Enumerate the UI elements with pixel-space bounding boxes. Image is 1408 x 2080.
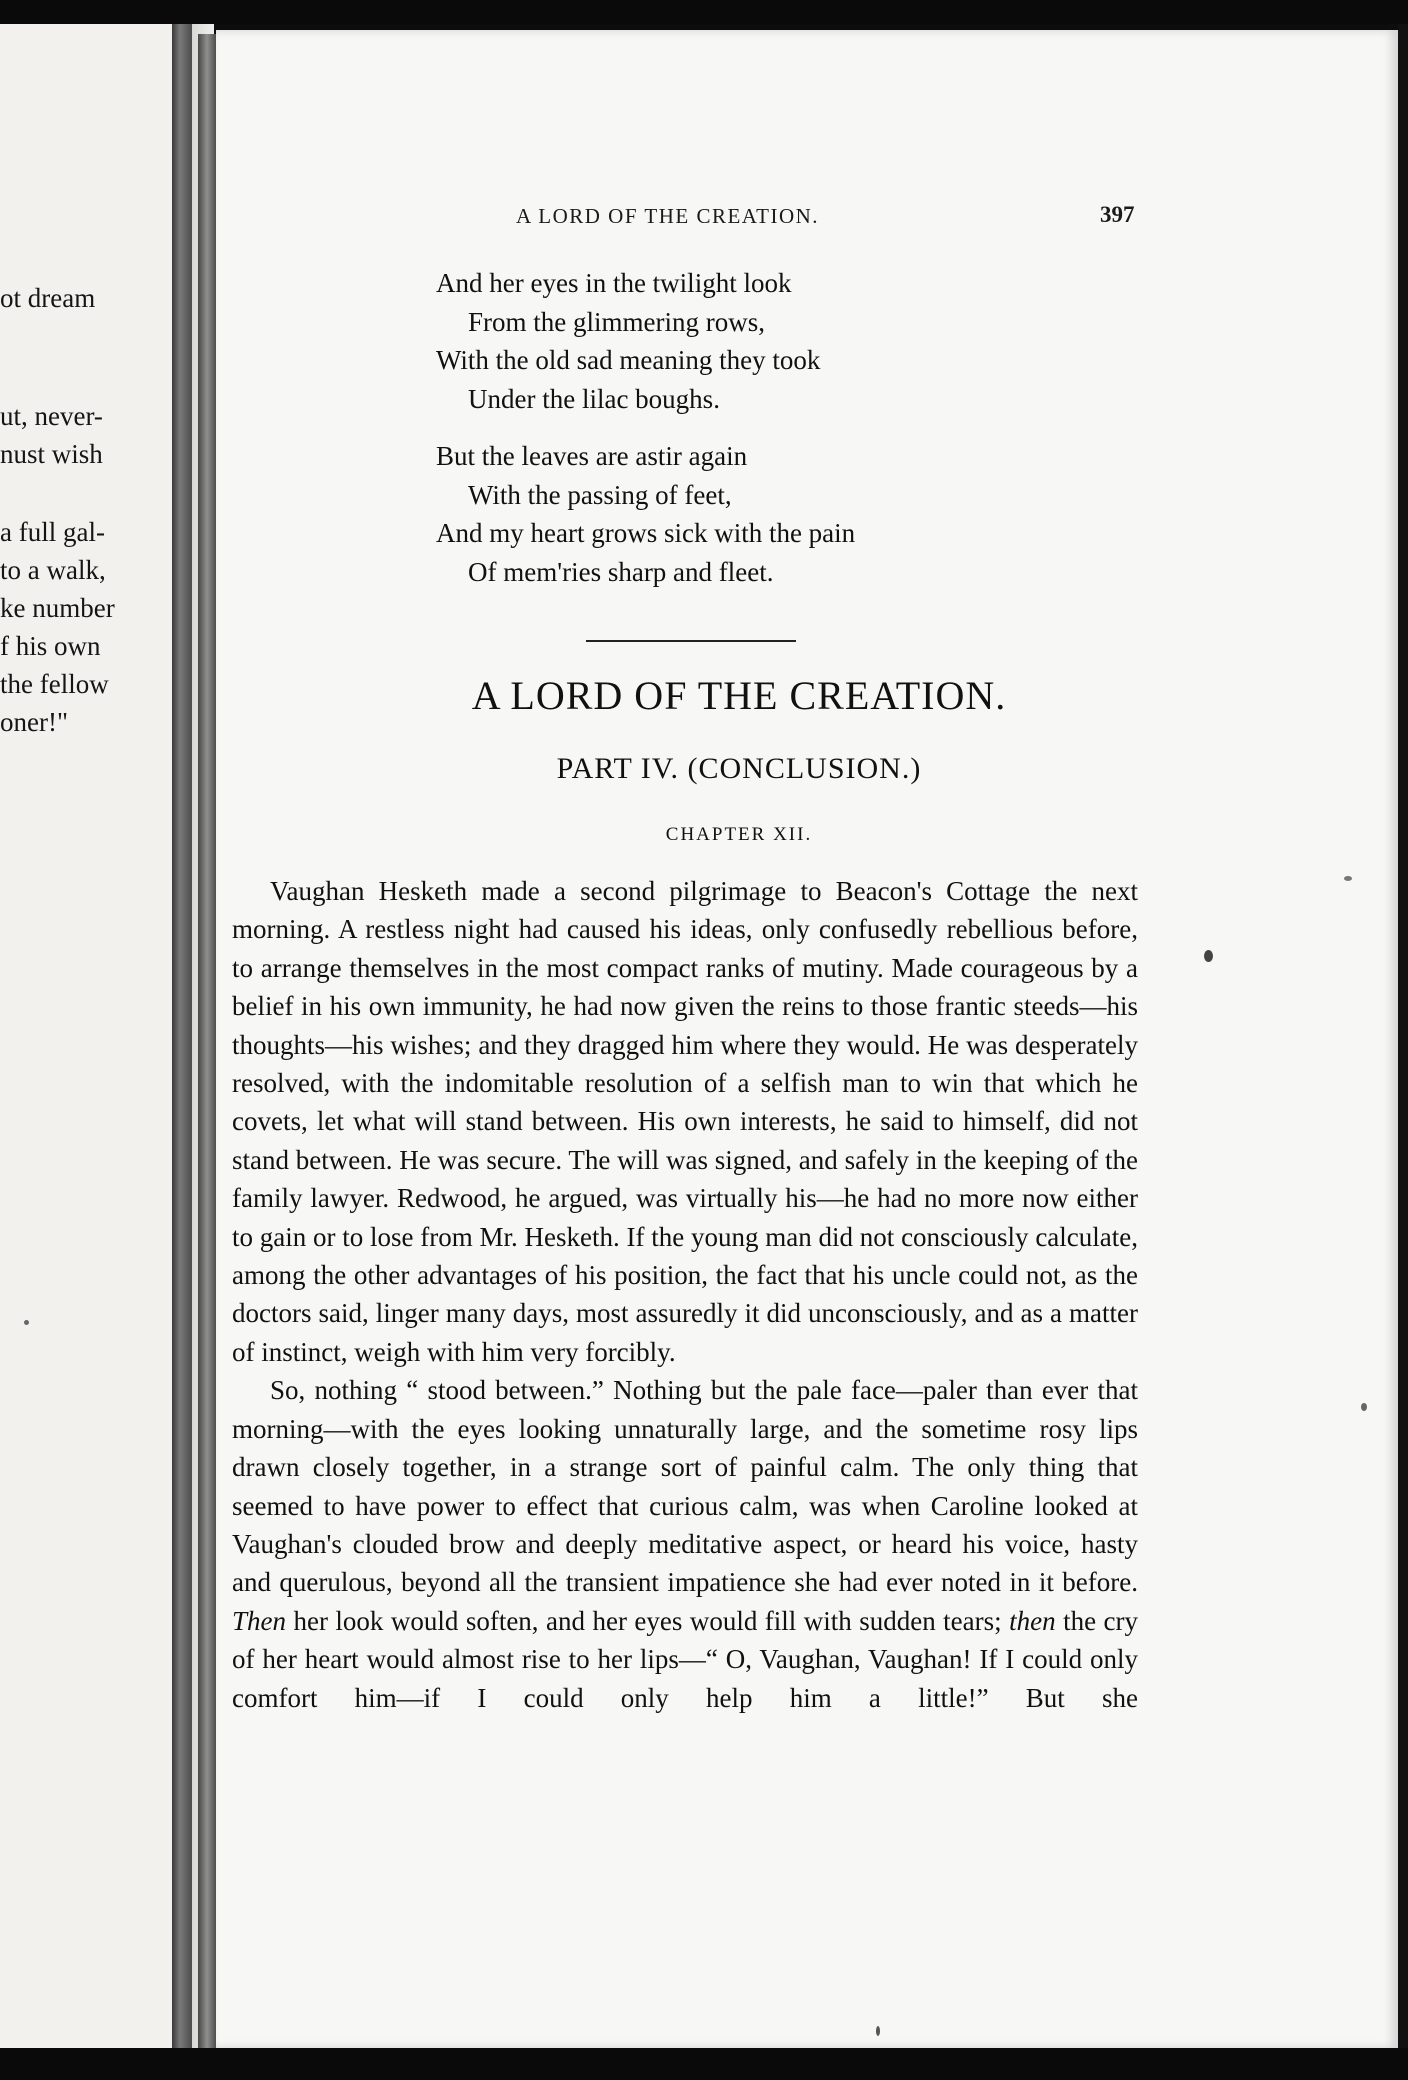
scan-border-top: [0, 0, 1408, 24]
verse-line: But the leaves are astir again: [436, 441, 748, 471]
body-text: [232, 872, 1138, 1717]
scan-border-right: [1398, 24, 1408, 2048]
stanza: [436, 437, 855, 591]
verse-line: And my heart grows sick with the pain: [436, 518, 856, 548]
verse-line: And her eyes in the twilight look: [436, 268, 792, 298]
verse-line: With the passing of feet,: [468, 479, 732, 510]
left-page-fragment: a full gal-: [0, 517, 105, 547]
page-number: 397: [1100, 202, 1135, 227]
running-header: A LORD OF THE CREATION.: [516, 204, 820, 228]
left-page-fragment: ut, never-: [0, 401, 103, 431]
left-page-fragment: nust wish: [0, 439, 103, 469]
verse-line: Under the lilac boughs.: [468, 383, 720, 414]
scan-speck: [1361, 1403, 1367, 1411]
scan-speck: [1204, 950, 1213, 962]
verse-line: From the glimmering rows,: [468, 306, 765, 337]
facing-page-left: [0, 24, 172, 2048]
poem-verse: [436, 264, 855, 610]
left-page-fragment: to a walk,: [0, 555, 106, 585]
left-page-fragment: oner!": [0, 707, 68, 737]
verse-line: Of mem'ries sharp and fleet.: [468, 556, 774, 587]
left-page-fragment: f his own: [0, 631, 101, 661]
scan-border-bottom: [0, 2048, 1408, 2080]
paragraph-text: the cry of her heart would almost rise to her lips—“ O, Vaughan, Vaughan! If I could only comfort him—if I could only help him a little!” But she: [232, 1605, 1138, 1713]
paragraph-text: her look would soften, and her eyes would fill with sudden tears;: [286, 1605, 1002, 1636]
book-spine: [198, 34, 216, 2048]
emphasis: Then: [232, 1605, 286, 1636]
scan-speck: [1344, 876, 1352, 881]
chapter-heading: CHAPTER XII.: [665, 824, 813, 845]
left-page-fragment: ot dream: [0, 283, 96, 313]
scan-speck: [876, 2026, 880, 2036]
left-page-fragment: the fellow: [0, 669, 109, 699]
emphasis: then: [1009, 1605, 1056, 1636]
paragraph-text: So, nothing “ stood between.” Nothing but the pale face—paler than ever that morning—with the eyes looking unnaturally large, and the sometime rosy lips drawn closely together, in a strange sort of painful calm. The only thing that seemed to have power to effect that curious calm, was when Caroline looked at Vaughan's clouded brow and deeply meditative aspect, or heard his voice, hasty and querulous, beyond all the transient impatience she had ever noted in it before.: [232, 1375, 1138, 1598]
part-heading: PART IV. (CONCLUSION.): [556, 752, 922, 785]
article-title: A LORD OF THE CREATION.: [471, 673, 1007, 718]
stanza: [436, 264, 855, 418]
left-page-fragment: ke number: [0, 593, 115, 623]
book-gutter: [172, 24, 192, 2048]
paragraph: Vaughan Hesketh made a second pilgrimage to Beacon's Cottage the next morning. A restless night had caused his ideas, only confusedly rebellious before, to arrange themselves in the most compact ranks of mutiny. Made courageous by a belief in his own immunity, he had now given the reins to those frantic steeds—his thoughts—his wishes; and they dragged him where they would. He was desperately resolved, with the indomitable resolution of a selfish man to win that which he covets, let what will stand between. His own interests, he said to himself, did not stand between. He was secure. The will was signed, and safely in the keeping of the family lawyer. Redwood, he argued, was virtually his—he had no more now either to gain or to lose from Mr. Hesketh. If the young man did not consciously calculate, among the other advantages of his position, the fact that his uncle could not, as the doctors said, linger many days, most assuredly it did unconsciously, and as a matter of instinct, weigh with him very forcibly.: [232, 876, 1138, 1367]
verse-line: With the old sad meaning they took: [436, 345, 821, 375]
section-divider: [586, 640, 796, 642]
scan-speck: [24, 1320, 29, 1325]
paragraph: [232, 1371, 1138, 1717]
